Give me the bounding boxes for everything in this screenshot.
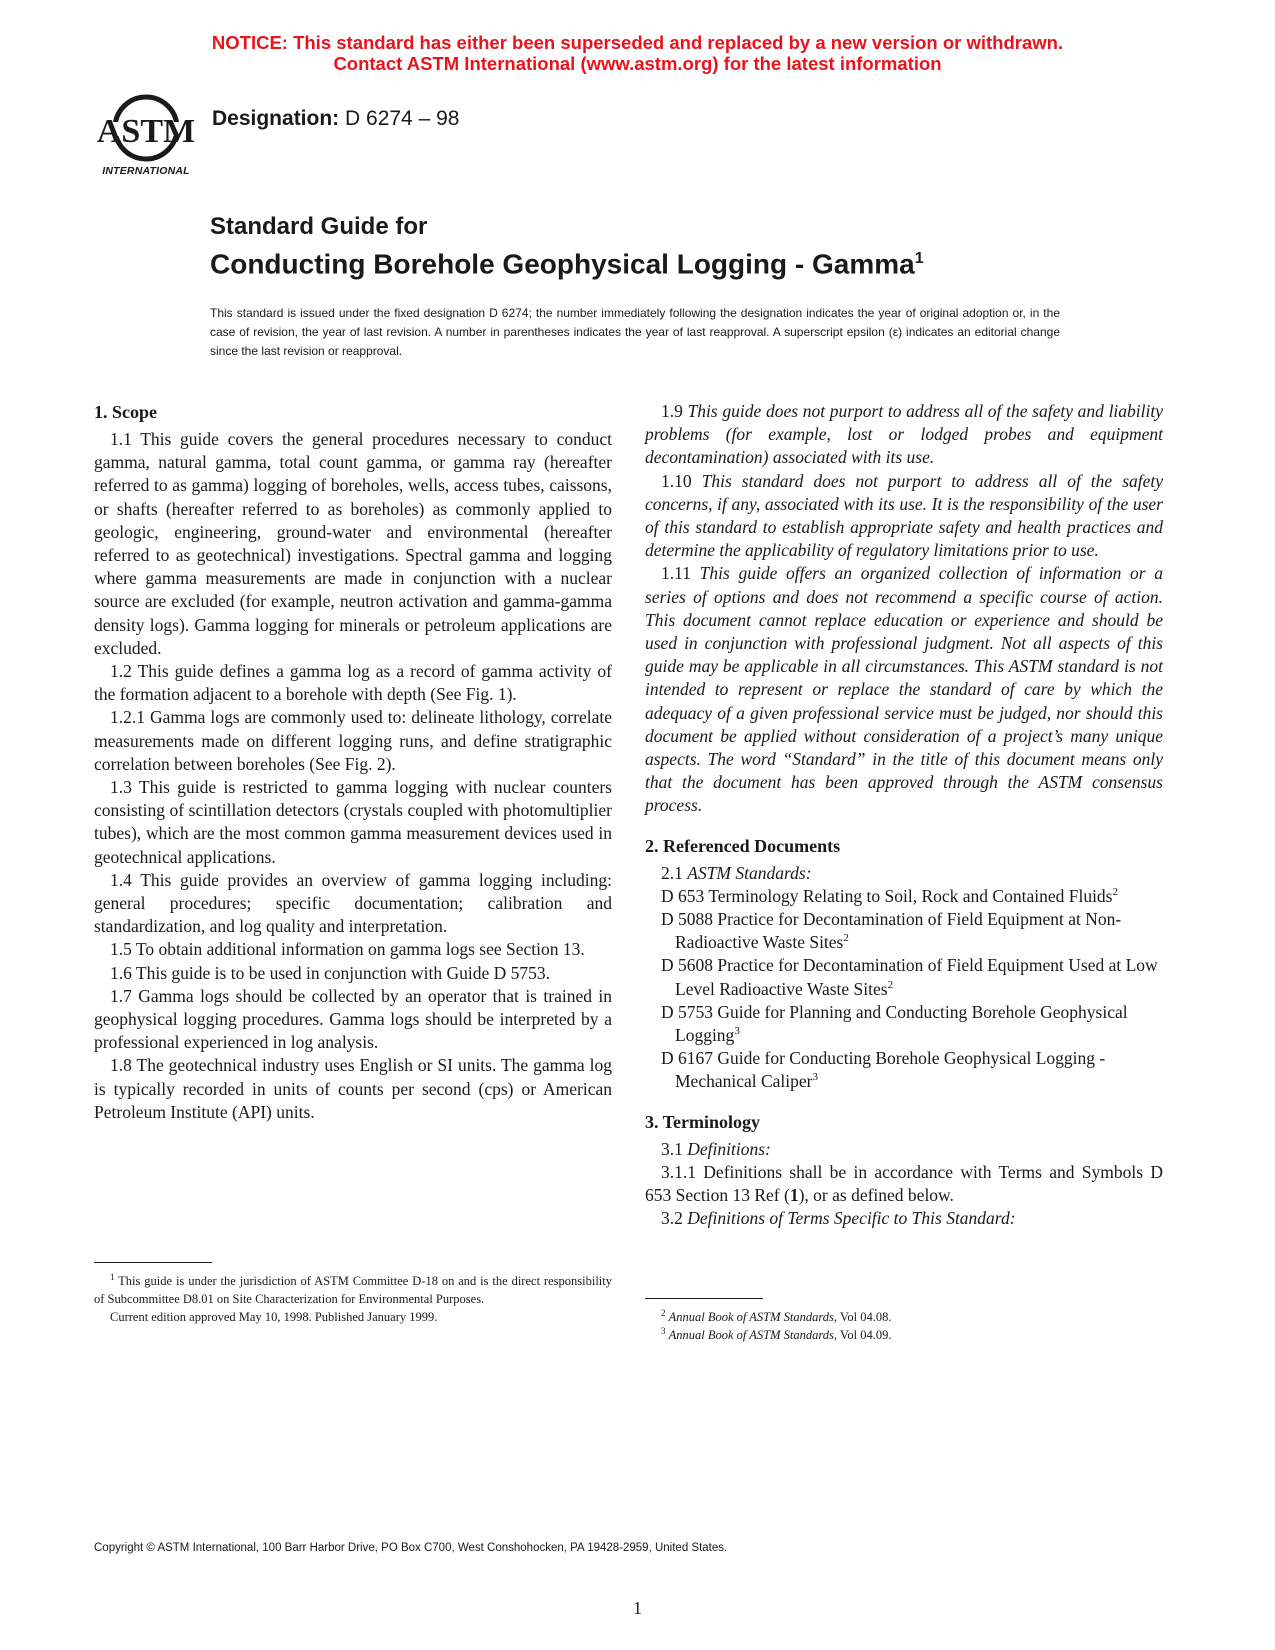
paragraph-1-8: 1.8 The geotechnical industry uses English or SI units. The gamma log is typically recorded in units of counts per second (cps) or American Petroleum Institute (API) units.	[94, 1055, 612, 1122]
reference-number: 1	[789, 1185, 799, 1206]
footnotes-right	[645, 1308, 1163, 1344]
paragraph-text: Definitions:	[687, 1138, 771, 1159]
reference-footnote-ref: 2	[843, 932, 849, 945]
reference-footnote-ref: 3	[734, 1025, 740, 1038]
document-title	[210, 212, 924, 281]
reference-item	[645, 1001, 1163, 1047]
notice-line-2: Contact ASTM International (www.astm.org) for the latest information	[333, 53, 942, 74]
title-line-1: Standard Guide for	[210, 213, 428, 240]
reference-footnote-ref: 3	[812, 1071, 819, 1084]
footnote-2	[645, 1308, 1163, 1326]
footnote-number: 2	[661, 1307, 666, 1318]
reference-text: D 653 Terminology Relating to Soil, Rock and Contained Fluids	[661, 885, 1113, 906]
paragraph-number: 3.1	[661, 1138, 683, 1159]
paragraph-text: This standard does not purport to address all of the safety concerns, if any, associated with its use. It is the responsibility of the user of this standard to establish appropriate safety and health practices and determine the applicability of regulatory limitations prior to use.	[645, 470, 1164, 561]
paragraph-text: This guide does not purport to address all of the safety and liability problems (for example, lost or lodged probes and equipment decontamination) associated with its use.	[645, 401, 1164, 468]
footnote-text: , Vol 04.09.	[833, 1328, 892, 1342]
footnote-rule-left	[94, 1262, 212, 1263]
title-line-2	[210, 242, 924, 281]
paragraph-number: 3.2	[661, 1208, 683, 1229]
paragraph-text: Definitions of Terms Specific to This Standard:	[687, 1208, 1016, 1229]
reference-item	[645, 954, 1163, 1000]
right-column	[645, 400, 1163, 1231]
paragraph-number: 2.1	[661, 862, 683, 883]
footnote-rule-right	[645, 1298, 763, 1299]
reference-footnote-ref: 2	[1112, 886, 1118, 899]
footnote-approval: Current edition approved May 10, 1998. Published January 1999.	[110, 1310, 438, 1324]
footnote-text: , Vol 04.08.	[833, 1310, 892, 1324]
reference-text: D 5753 Guide for Planning and Conducting Borehole Geophysical Logging	[661, 1001, 1128, 1046]
title-footnote-ref: 1	[914, 250, 924, 267]
reference-text: D 6167 Guide for Conducting Borehole Geophysical Logging - Mechanical Caliper	[661, 1048, 1106, 1092]
paragraph-number: 1.10	[661, 470, 692, 491]
footnote-title: Annual Book of ASTM Standards	[668, 1328, 834, 1342]
footnote-3	[645, 1326, 1163, 1344]
reference-text: D 5608 Practice for Decontamination of Field Equipment Used at Low Level Radioactive Waste Sites	[661, 955, 1158, 999]
paragraph-1-9	[645, 400, 1163, 470]
paragraph-2-1	[645, 862, 1163, 885]
footnote-1	[94, 1272, 612, 1308]
designation	[212, 107, 459, 131]
footnote-number: 3	[661, 1325, 666, 1336]
reference-footnote-ref: 2	[887, 978, 894, 991]
paragraph-1-7: 1.7 Gamma logs should be collected by an operator that is trained in geophysical logging procedures. Gamma logs should be interpreted by a professional experienced in log analysis.	[94, 985, 612, 1053]
footnote-title: Annual Book of ASTM Standards	[668, 1310, 834, 1324]
withdrawal-notice	[0, 32, 1275, 74]
logo-mark-text: ASTM	[96, 113, 196, 150]
designation-value: D 6274 – 98	[345, 107, 460, 130]
paragraph-1-2: 1.2 This guide defines a gamma log as a record of gamma activity of the formation adjacent to a borehole with depth (See Fig. 1).	[94, 661, 612, 705]
notice-line-1: NOTICE: This standard has either been superseded and replaced by a new version or withdrawn.	[211, 32, 1064, 53]
astm-logo	[94, 92, 198, 184]
logo-international-text: INTERNATIONAL	[102, 165, 190, 177]
designation-label: Designation:	[212, 107, 340, 130]
paragraph-1-3: 1.3 This guide is restricted to gamma logging with nuclear counters consisting of scintillation detectors (crystals coupled with photomultiplier tubes), which are the most common gamma measurement devices used in geotechnical applications.	[94, 777, 612, 867]
paragraph-1-6: 1.6 This guide is to be used in conjunction with Guide D 5753.	[110, 962, 551, 983]
copyright-notice: Copyright © ASTM International, 100 Barr Harbor Drive, PO Box C700, West Conshohocken, PA 19428-2959, United States.	[94, 1542, 728, 1554]
issue-note: This standard is issued under the fixed designation D 6274; the number immediately following the designation indicates the year of original adoption or, in the case of revision, the year of last revision. A number in parentheses indicates the year of last reapproval. A superscript epsilon (ε) indicates an editorial change since the last revision or reapproval.	[210, 306, 1060, 358]
paragraph-3-1	[645, 1138, 1163, 1161]
paragraph-3-1-1	[645, 1161, 1163, 1207]
paragraph-1-10	[645, 470, 1163, 563]
paragraph-number: 1.9	[661, 401, 683, 421]
reference-text: D 5088 Practice for Decontamination of Field Equipment at Non-Radioactive Waste Sites	[661, 909, 1122, 953]
paragraph-text: This guide offers an organized collection of information or a series of options and does not recommend a specific course of action. This document cannot replace education or experience and should be used in conjunction with professional judgment. Not all aspects of this guide may be applicable in all circumstances. This ASTM standard is not intended to represent or replace the standard of care by which the adequacy of a given professional service must be judged, nor should this document be applied without consideration of a project’s many unique aspects. The word “Standard” in the title of this document means only that the document has been approved through the ASTM consensus process.	[645, 563, 1163, 816]
footnote-text: This guide is under the jurisdiction of ASTM Committee D-18 on and is the direct responsibility of Subcommittee D8.01 on Site Characterization for Environmental Purposes.	[94, 1274, 612, 1306]
paragraph-1-5: 1.5 To obtain additional information on gamma logs see Section 13.	[110, 939, 585, 960]
left-column	[94, 400, 612, 1124]
reference-item	[645, 908, 1163, 954]
paragraph-1-2-1: 1.2.1 Gamma logs are commonly used to: delineate lithology, correlate measurements made on different logging runs, and define stratigraphic correlation between boreholes (See Fig. 2).	[94, 707, 612, 774]
paragraph-text: 3.1.1 Definitions shall be in accordance with Terms and Symbols D 653 Section 13 Ref (	[645, 1161, 1163, 1206]
reference-item	[645, 885, 1163, 908]
paragraph-3-2	[645, 1207, 1163, 1230]
paragraph-1-4: 1.4 This guide provides an overview of gamma logging including: general procedures; specific documentation; calibration and standardization, and log quality and interpretation.	[94, 869, 612, 937]
paragraph-number: 1.11	[661, 563, 691, 584]
page-number: 1	[633, 1598, 642, 1618]
paragraph-text: ), or as defined below.	[798, 1185, 954, 1206]
scope-heading: 1. Scope	[94, 402, 157, 422]
referenced-documents-heading: 2. Referenced Documents	[645, 835, 841, 856]
paragraph-1-1: 1.1 This guide covers the general procedures necessary to conduct gamma, natural gamma, total count gamma, or gamma ray (hereafter referred to as gamma) logging of boreholes, wells, access tubes, caissons, or shafts (hereafter referred to as boreholes) as commonly applied to geologic, engineering, ground-water and environmental (hereafter referred to as geotechnical) investigations. Spectral gamma and logging where gamma measurements are made in conjunction with a nuclear source are excluded (for example, neutron activation and gamma-gamma density logs). Gamma logging for minerals or petroleum applications are excluded.	[94, 429, 612, 658]
reference-item	[645, 1047, 1163, 1093]
paragraph-1-11	[645, 562, 1163, 817]
astm-logo-icon	[94, 92, 198, 164]
title-text: Conducting Borehole Geophysical Logging - Gamma	[210, 248, 915, 280]
footnote-number: 1	[110, 1271, 115, 1282]
terminology-heading: 3. Terminology	[645, 1111, 761, 1132]
footnotes-left	[94, 1272, 612, 1326]
paragraph-text: ASTM Standards:	[687, 862, 812, 883]
